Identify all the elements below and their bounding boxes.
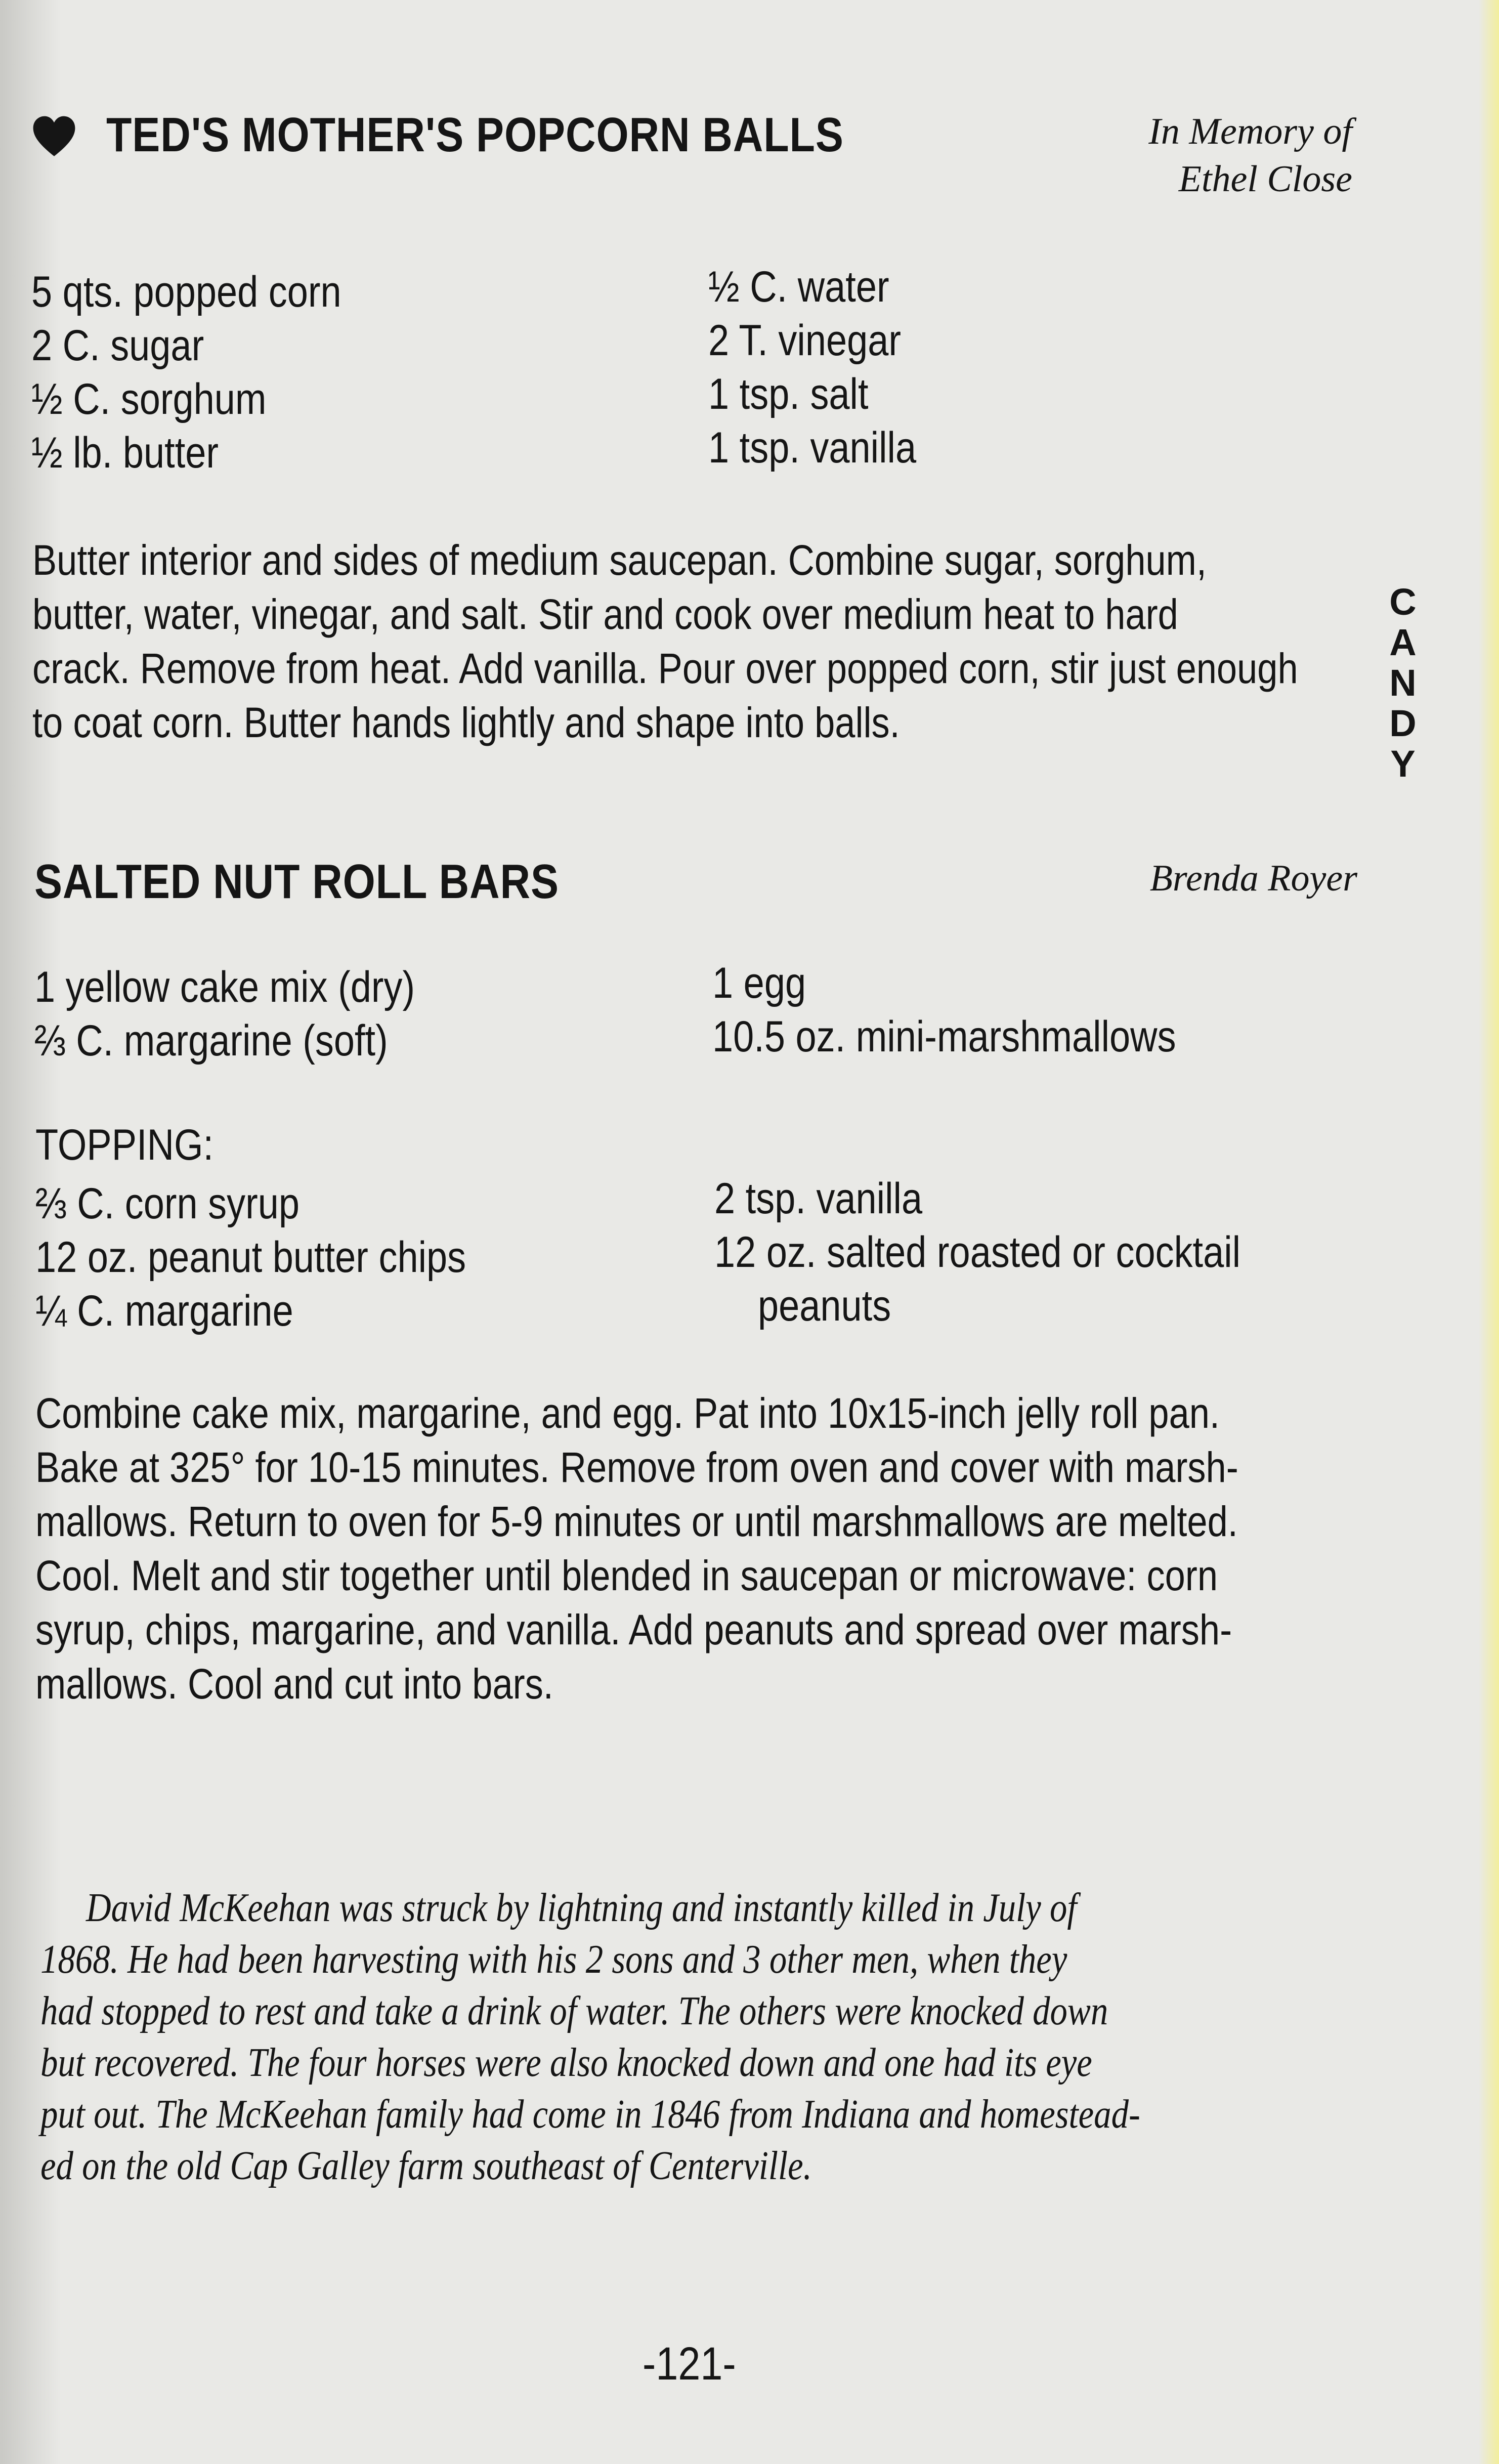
tab-letter: A (1389, 621, 1417, 663)
ingredient-item: 1 tsp. vanilla (708, 423, 917, 472)
ingredient-item: 10.5 oz. mini-marshmallows (712, 1012, 1176, 1061)
directions-line: butter, water, vinegar, and salt. Stir and cook over medium heat to hard (32, 590, 1178, 638)
ingredient-item: ½ C. sorghum (31, 375, 267, 423)
recipe-credit-line-1: In Memory of (1148, 111, 1352, 152)
tab-letter: C (1389, 581, 1417, 623)
ingredients-left-popcorn (31, 265, 392, 480)
directions-line: Bake at 325° for 10-15 minutes. Remove from oven and cover with marsh- (35, 1443, 1238, 1491)
topping-label: TOPPING: (35, 1121, 214, 1169)
history-note (40, 1882, 1376, 2192)
history-note-line: 1868. He had been harvesting with his 2 sons and 3 other men, when they (40, 1937, 1067, 1982)
directions-salted-nut-roll-bars (35, 1386, 1434, 1711)
ingredient-item: ⅔ C. margarine (soft) (34, 1016, 388, 1065)
ingredient-item: 1 tsp. salt (708, 370, 869, 418)
ingredient-item: ½ lb. butter (31, 429, 219, 477)
directions-line: mallows. Return to oven for 5-9 minutes or until marshmallows are melted. (35, 1498, 1238, 1545)
ingredients-right-bars (712, 956, 1252, 1064)
recipe-credit-line-2: Ethel Close (1178, 158, 1352, 200)
directions-line: crack. Remove from heat. Add vanilla. Pour over popped corn, stir just enough (32, 645, 1298, 692)
ingredient-item: 12 oz. peanut butter chips (35, 1233, 466, 1282)
tab-letter: D (1389, 702, 1417, 744)
heart-icon (31, 114, 77, 160)
ingredient-item: 1 yellow cake mix (dry) (34, 963, 415, 1011)
directions-line: to coat corn. Butter hands lightly and shape into balls. (32, 699, 900, 746)
history-note-line: put out. The McKeehan family had come in 1846 from Indiana and homestead- (40, 2092, 1140, 2137)
ingredients-right-popcorn (708, 260, 950, 475)
ingredient-item: 2 C. sugar (31, 321, 204, 370)
directions-popcorn-balls (32, 533, 1499, 750)
history-note-line: David McKeehan was struck by lightning and instantly killed in July of (86, 1886, 1077, 1930)
history-note-line: but recovered. The four horses were also knocked down and one had its eye (40, 2041, 1092, 2085)
page-edge (1479, 0, 1499, 2464)
ingredient-item: ½ C. water (708, 263, 889, 311)
directions-line: Butter interior and sides of medium saucepan. Combine sugar, sorghum, (32, 536, 1207, 584)
recipe-title-salted-nut-roll-bars: SALTED NUT ROLL BARS (34, 855, 559, 909)
history-note-line: ed on the old Cap Galley farm southeast of Centerville. (40, 2144, 812, 2188)
ingredient-item: 1 egg (712, 959, 806, 1007)
section-tab-candy (1375, 582, 1431, 784)
tab-letter: N (1389, 662, 1417, 704)
directions-line: Combine cake mix, margarine, and egg. Pat into 10x15-inch jelly roll pan. (35, 1389, 1220, 1437)
ingredient-item: 2 T. vinegar (708, 316, 902, 365)
directions-line: Cool. Melt and stir together until blended in saucepan or microwave: corn (35, 1552, 1218, 1599)
tab-letter: Y (1390, 743, 1416, 785)
ingredient-item: 2 tsp. vanilla (714, 1174, 923, 1223)
directions-line: syrup, chips, margarine, and vanilla. Add peanuts and spread over marsh- (35, 1606, 1232, 1653)
recipe-title-popcorn-balls: TED'S MOTHER'S POPCORN BALLS (106, 108, 844, 162)
ingredient-item: ¼ C. margarine (35, 1287, 293, 1335)
ingredient-item: peanuts (758, 1282, 891, 1330)
ingredient-item: ⅔ C. corn syrup (35, 1179, 300, 1228)
topping-ingredients-left (35, 1177, 536, 1338)
ingredients-left-bars (34, 960, 477, 1068)
history-note-line: had stopped to rest and take a drink of water. The others were knocked down (40, 1989, 1108, 2033)
topping-ingredients-right (714, 1172, 1326, 1333)
recipe-credit: Brenda Royer (1149, 858, 1357, 899)
ingredient-item: 12 oz. salted roasted or cocktail (714, 1228, 1241, 1277)
directions-line: mallows. Cool and cut into bars. (35, 1660, 553, 1708)
ingredient-item: 5 qts. popped corn (31, 268, 341, 316)
page-number: -121- (643, 2338, 736, 2390)
